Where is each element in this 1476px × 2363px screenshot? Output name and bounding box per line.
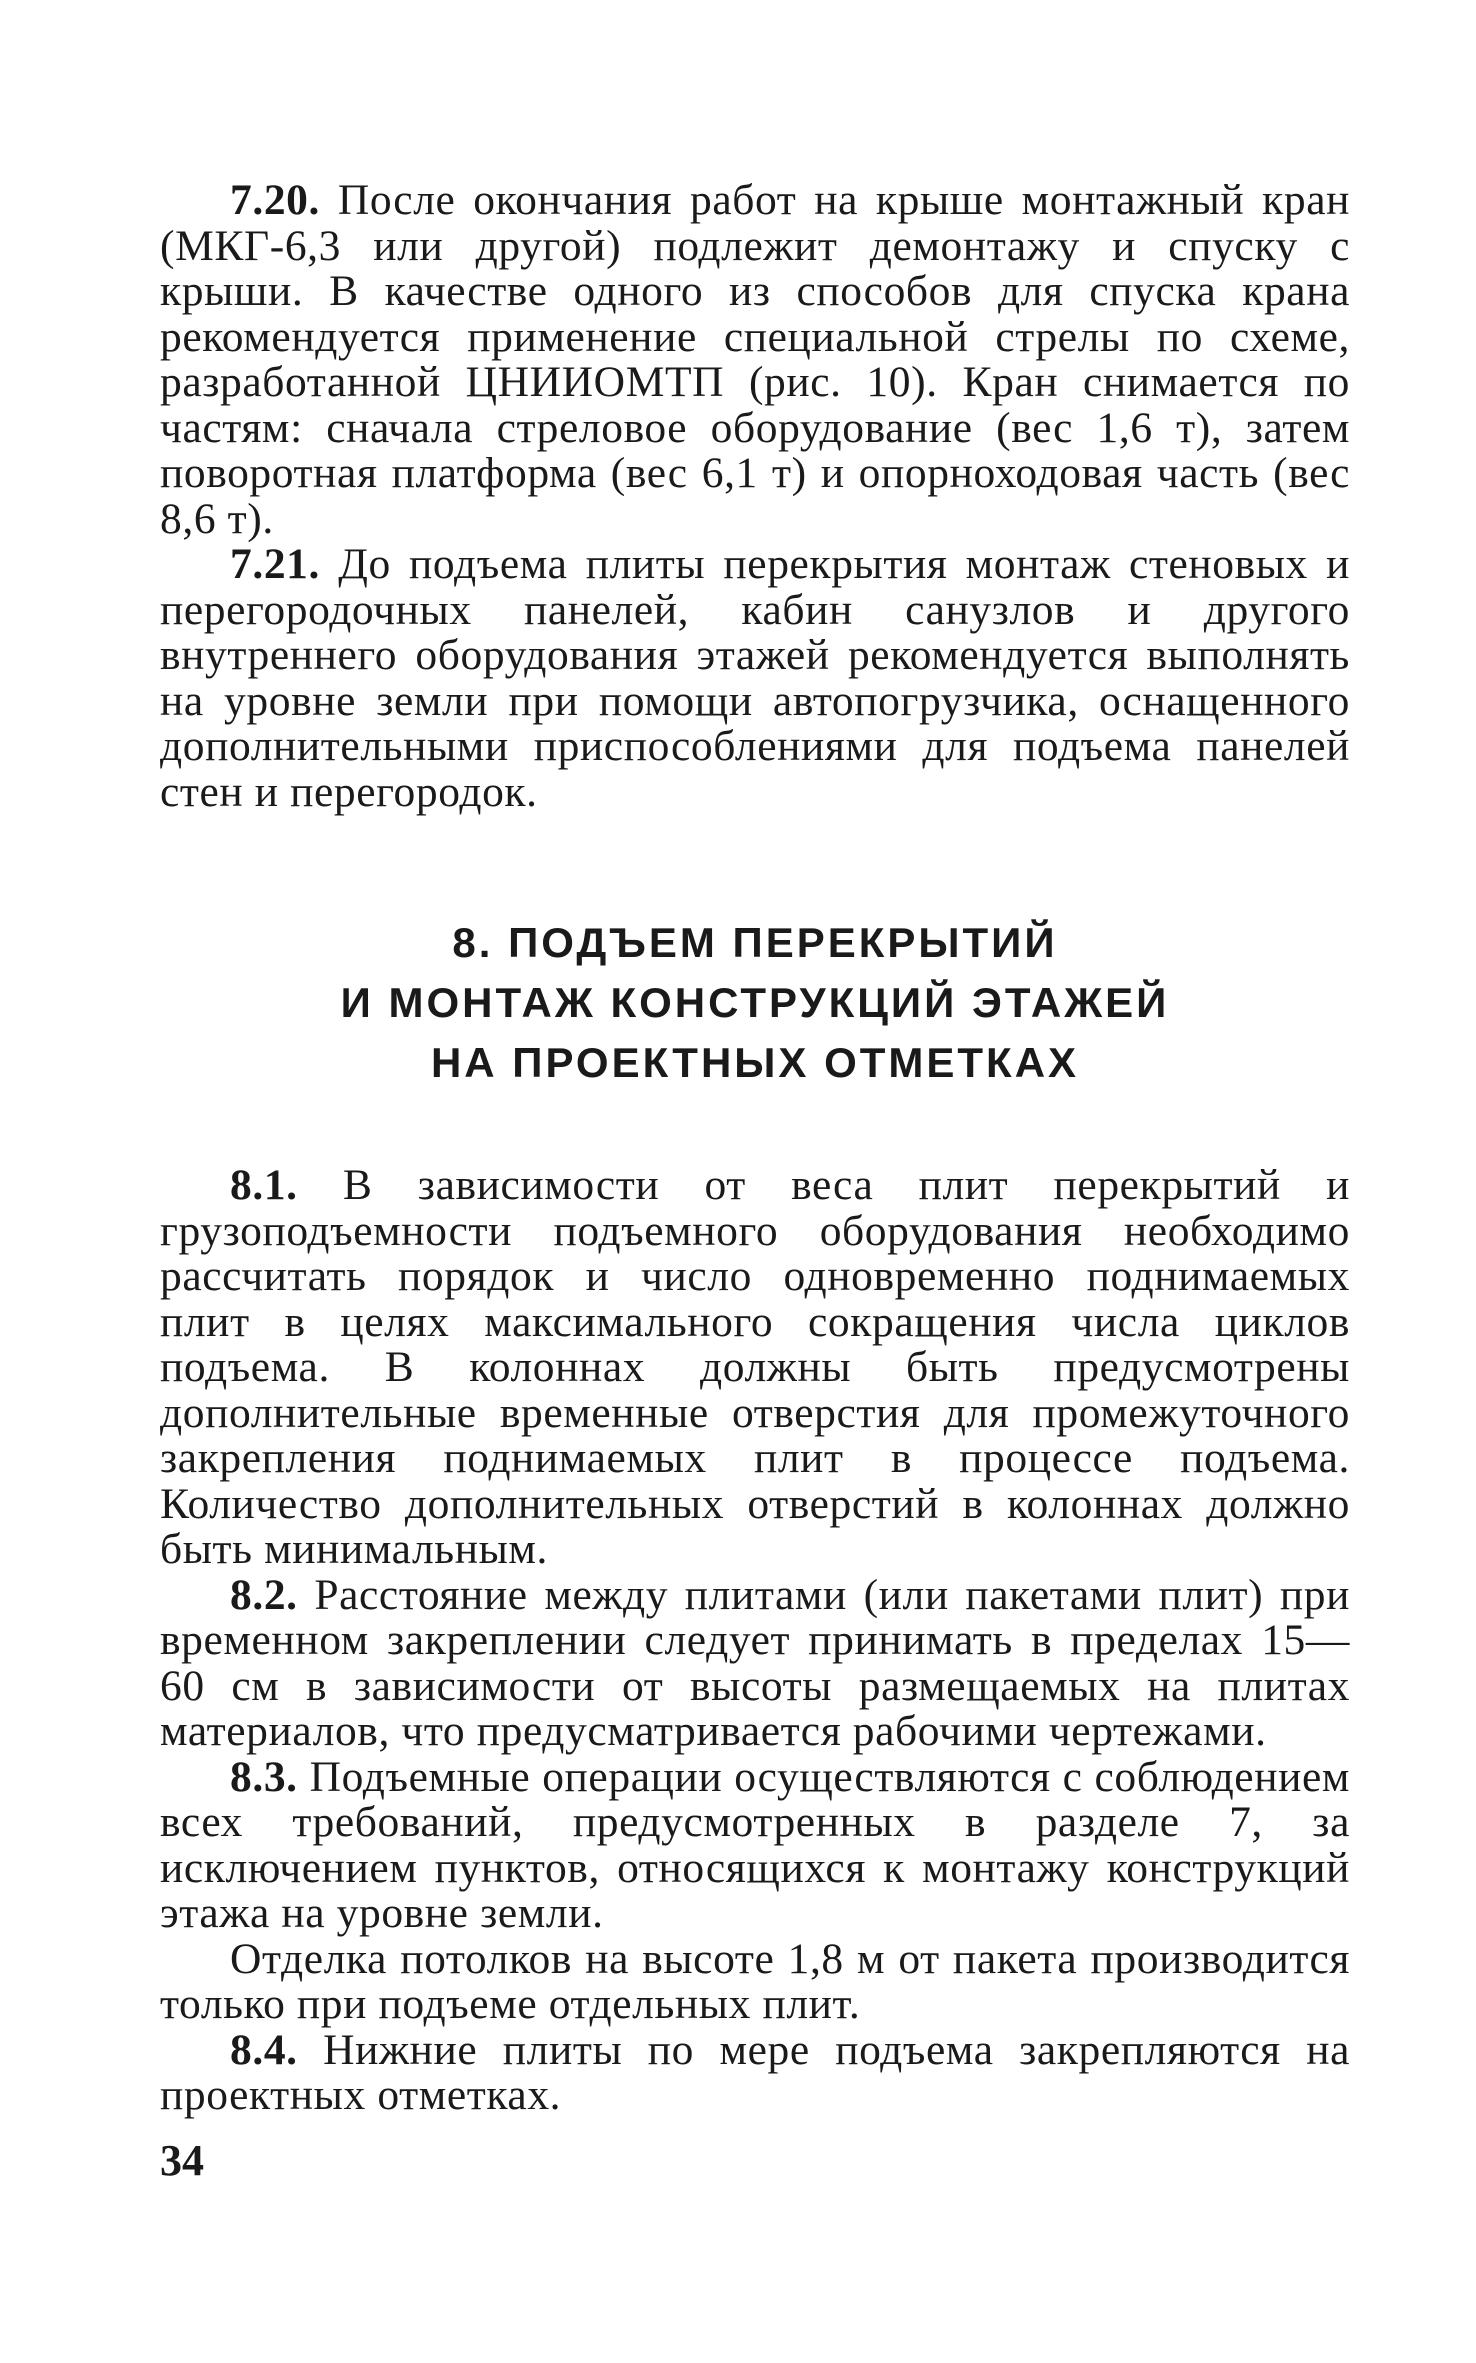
paragraph-number: 8.3. (230, 1752, 298, 1801)
paragraph-7-21 (160, 542, 1350, 815)
heading-line-2: И МОНТАЖ КОНСТРУКЦИЙ ЭТАЖЕЙ (340, 979, 1170, 1026)
section-heading (160, 913, 1350, 1093)
paragraph-8-4 (160, 2025, 1350, 2119)
paragraph-number: 8.1. (230, 1161, 298, 1209)
paragraph-number: 7.20. (230, 176, 320, 224)
paragraph-text: Нижние плиты по мере подъема закрепляются на проектных отметках. (160, 2025, 1350, 2119)
heading-line-3: НА ПРОЕКТНЫХ ОТМЕТКАХ (430, 1039, 1080, 1086)
paragraph-text: Расстояние между плитами (или пакетами плит) при временном закреплении следует принимать в пределах 15—60 см в зависимости от высоты размещаемых на плитах материалов, что предусматривается рабочими чертежами. (160, 1570, 1350, 1755)
paragraph-7-20 (160, 178, 1350, 542)
paragraph-text: Подъемные операции осуществляются с соблюдением всех требований, предусмотренных в разделе 7, за исключением пунктов, относящихся к монтажу конструкций этажа на уровне земли. (160, 1752, 1350, 1937)
heading-line-1: 8. ПОДЪЕМ ПЕРЕКРЫТИЙ (452, 919, 1058, 966)
paragraph-8-3 (160, 1752, 1350, 1937)
paragraph-number: 8.4. (230, 2025, 298, 2074)
paragraph-8-2 (160, 1570, 1350, 1755)
paragraph-number: 8.2. (230, 1570, 298, 1619)
page-number: 34 (160, 2136, 204, 2185)
paragraph-text: Отделка потолков на высоте 1,8 м от пакета производится только при подъеме отдельных плит. (160, 1934, 1350, 2028)
paragraph-text: В зависимости от веса плит перекрытий и грузоподъемности подъемного оборудования необходимо рассчитать порядок и число одновременно поднимаемых плит в целях максимального сокращения числа циклов подъема. В колоннах должны быть предусмотрены дополнительные временные отверстия для промежуточного закрепления поднимаемых плит в процессе подъема. Количество дополнительных отверстий в колоннах должно быть минимальным. (160, 1161, 1350, 1573)
paragraph-number: 7.21. (230, 540, 320, 588)
paragraph-8-3-note (160, 1934, 1350, 2028)
page-body (160, 178, 1350, 2119)
paragraph-text: До подъема плиты перекрытия монтаж стеновых и перегородочных панелей, кабин санузлов и другого внутреннего оборудования этажей рекомендуется выполнять на уровне земли при помощи автопогрузчика, оснащенного дополнительными приспособлениями для подъема панелей стен и перегородок. (160, 540, 1350, 816)
paragraph-8-1 (160, 1163, 1350, 1573)
paragraph-text: После окончания работ на крыше монтажный кран (МКГ-6,3 или другой) подлежит демонтажу и спуску с крыши. В качестве одного из способов для спуска крана рекомендуется применение специальной стрелы по схеме, разработанной ЦНИИОМТП (рис. 10). Кран снимается по частям: сначала стреловое оборудование (вес 1,6 т), затем поворотная платформа (вес 6,1 т) и опорноходовая часть (вес 8,6 т). (160, 176, 1350, 543)
